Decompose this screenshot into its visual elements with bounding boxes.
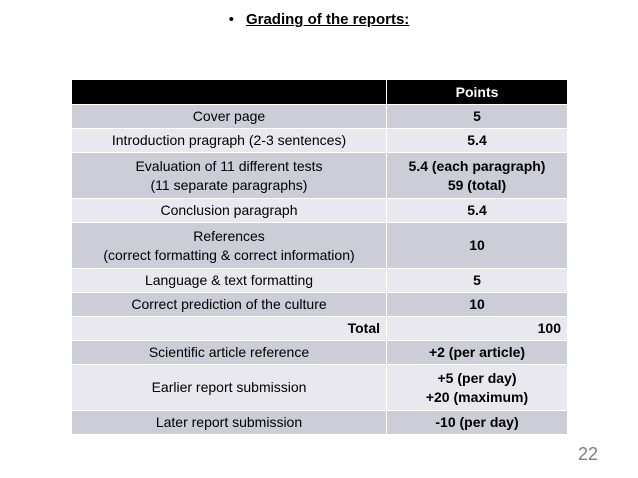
criterion-line: Cover page (192, 108, 266, 124)
points-cell (387, 153, 568, 199)
criterion-line: Introduction pragraph (2-3 sentences) (111, 132, 347, 148)
criterion-line: Correct prediction of the culture (131, 296, 327, 312)
table-row (72, 341, 568, 365)
table-row (72, 269, 568, 293)
points-cell (387, 293, 568, 317)
table-row (72, 199, 568, 223)
points-line: 5 (473, 108, 481, 124)
criterion-line: Scientific article reference (148, 344, 310, 360)
total-row (72, 317, 568, 341)
table-row (72, 153, 568, 199)
criterion-cell (72, 199, 387, 223)
criterion-cell (72, 293, 387, 317)
bullet-icon: • (228, 11, 234, 28)
points-line: +2 (per article) (428, 344, 526, 360)
points-line: 5.4 (467, 132, 487, 148)
criterion-line: (11 separate paragraphs) (150, 176, 308, 193)
table-row (72, 105, 568, 129)
points-line: +20 (maximum) (425, 388, 529, 405)
points-cell (387, 105, 568, 129)
criterion-cell (72, 153, 387, 199)
criterion-line: Earlier report submission (151, 379, 307, 395)
table-row (72, 129, 568, 153)
criterion-line: References (193, 227, 265, 244)
criterion-line: Language & text formatting (144, 272, 314, 288)
slide-title (0, 11, 638, 28)
points-cell (387, 199, 568, 223)
criterion-line: Evaluation of 11 different tests (135, 157, 323, 174)
points-line: 10 (469, 296, 485, 312)
points-cell (387, 365, 568, 411)
table-row (72, 411, 568, 435)
criterion-cell (72, 105, 387, 129)
points-cell (387, 411, 568, 435)
points-line: 5.4 (each paragraph) (408, 157, 546, 174)
criterion-cell (72, 223, 387, 269)
header-points-cell: Points (387, 80, 568, 105)
points-line: 10 (469, 237, 485, 253)
grading-table (71, 79, 568, 435)
table-row (72, 365, 568, 411)
table-row (72, 223, 568, 269)
points-line: 59 (total) (447, 176, 507, 193)
criterion-line: Conclusion paragraph (160, 202, 298, 218)
points-line: 5 (473, 272, 481, 288)
table-row (72, 293, 568, 317)
page-number: 22 (577, 444, 598, 464)
points-line: 5.4 (467, 202, 487, 218)
points-cell (387, 269, 568, 293)
criterion-cell (72, 129, 387, 153)
criterion-cell (72, 269, 387, 293)
criterion-line: Later report submission (155, 414, 303, 430)
total-value: 100 (387, 317, 568, 341)
table-header-row (72, 80, 568, 105)
criterion-cell (72, 365, 387, 411)
slide-title-text: Grading of the reports: (245, 11, 410, 28)
points-cell (387, 129, 568, 153)
criterion-cell (72, 341, 387, 365)
points-line: -10 (per day) (435, 414, 519, 430)
header-criterion-cell (72, 80, 387, 105)
points-cell (387, 223, 568, 269)
criterion-line: (correct formatting & correct information) (103, 246, 355, 263)
total-label: Total (72, 317, 387, 341)
points-cell (387, 341, 568, 365)
points-line: +5 (per day) (437, 369, 517, 386)
criterion-cell (72, 411, 387, 435)
